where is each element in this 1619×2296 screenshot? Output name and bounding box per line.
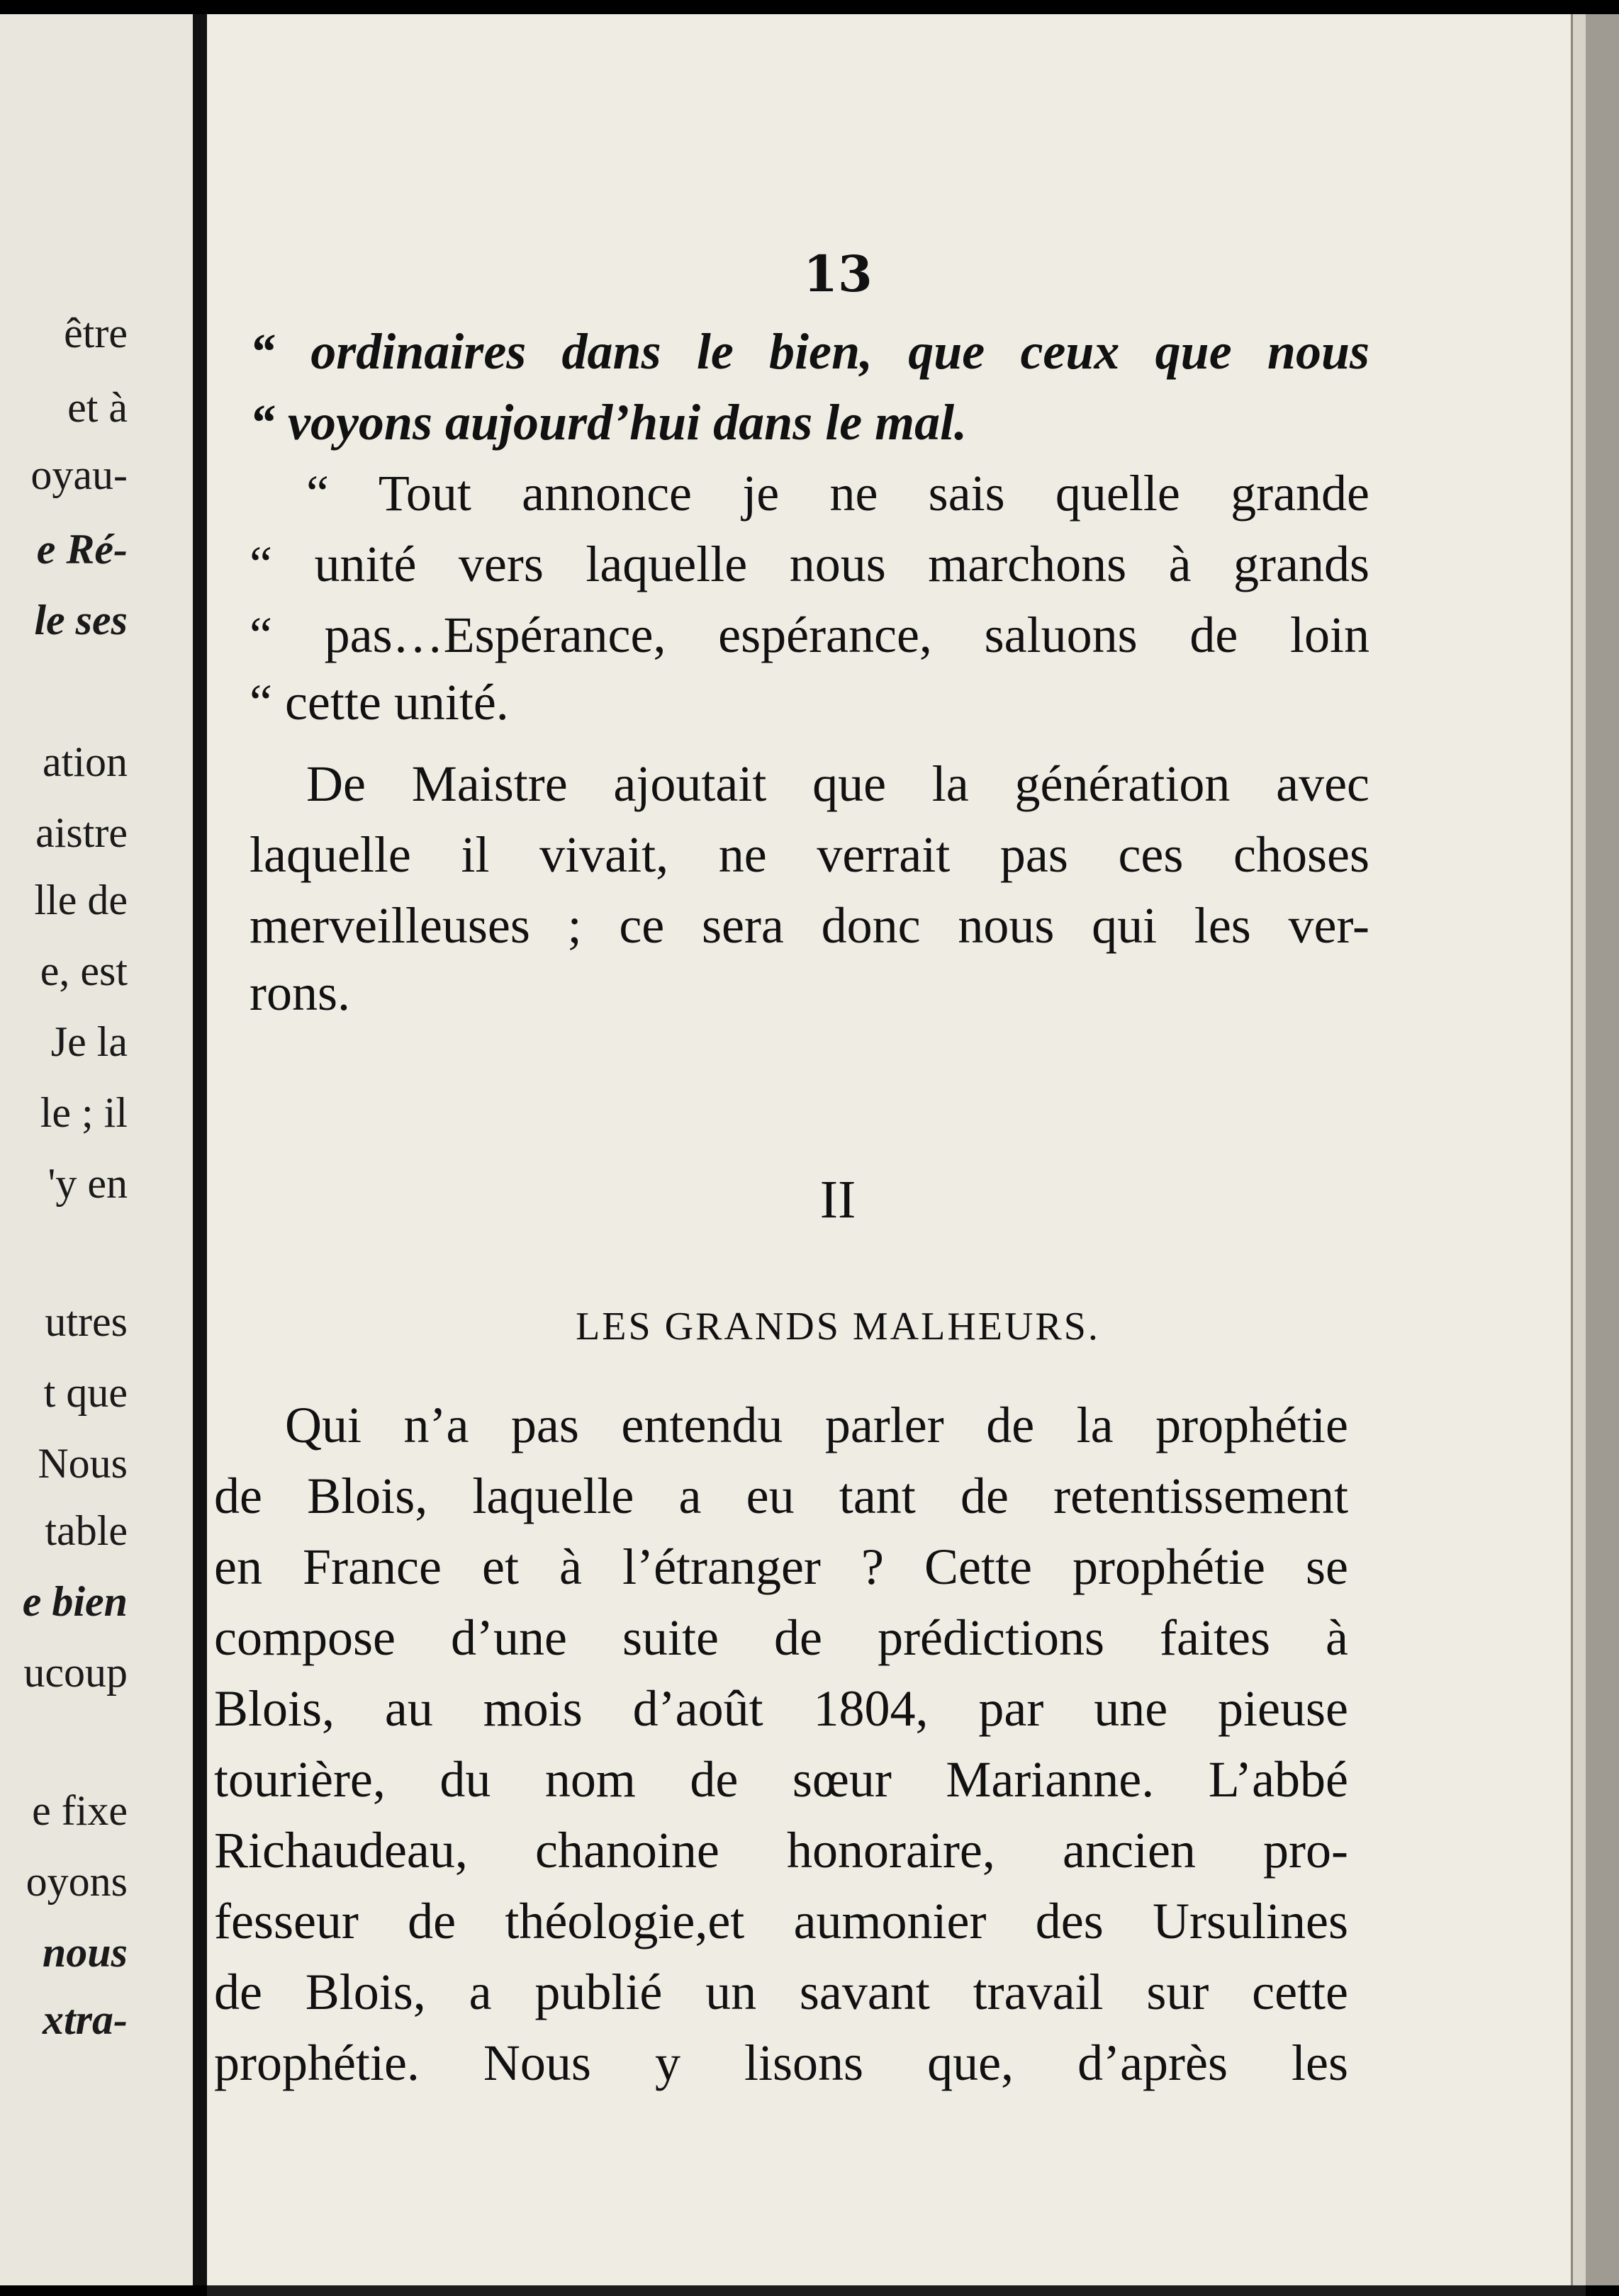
section-number: II: [819, 1170, 856, 1229]
facing-page-fragment: xtra-: [43, 1996, 128, 2043]
facing-page-fragment: aistre: [35, 809, 128, 856]
facing-page-fragment: ucoup: [23, 1649, 128, 1696]
text-line: Qui n’a pas entendu parler de la prophétie: [285, 1397, 1348, 1453]
text-line: “ voyons aujourd’hui dans le mal.: [250, 394, 968, 451]
facing-page-fragment: le ses: [34, 597, 128, 643]
facing-page-fragment: e Ré-: [36, 526, 128, 573]
facing-page-fragment: et à: [67, 384, 128, 431]
facing-page-fragment: utres: [45, 1298, 128, 1345]
facing-page-fragment: 'y en: [47, 1160, 128, 1207]
text-line: de Blois, laquelle a eu tant de retentissement: [214, 1468, 1348, 1524]
facing-page-fragment: Je la: [50, 1018, 128, 1065]
facing-page-left: [0, 14, 193, 2285]
facing-page-fragment: table: [45, 1507, 128, 1554]
text-line: en France et à l’étranger ? Cette prophétie se: [214, 1538, 1348, 1595]
text-line: “ Tout annonce je ne sais quelle grande: [306, 465, 1369, 522]
text-line: Richaudeau, chanoine honoraire, ancien pro-: [214, 1822, 1348, 1879]
text-line: fesseur de théologie,et aumonier des Ursulines: [214, 1893, 1348, 1949]
text-line: rons.: [250, 964, 350, 1021]
text-line: “ pas…Espérance, espérance, saluons de loin: [250, 607, 1369, 663]
facing-page-fragment: e bien: [22, 1578, 128, 1625]
text-line: prophétie. Nous y lisons que, d’après les: [214, 2035, 1348, 2091]
page-number: 13: [803, 244, 873, 303]
text-line: tourière, du nom de sœur Marianne. L’abbé: [214, 1751, 1348, 1808]
facing-page-fragment: Nous: [38, 1440, 128, 1487]
book-gutter: [193, 14, 207, 2285]
facing-page-fragment: e, est: [40, 947, 128, 994]
book-page: [207, 14, 1586, 2285]
text-line: “ cette unité.: [250, 674, 509, 731]
facing-page-fragment: ation: [43, 738, 128, 785]
text-line: compose d’une suite de prédictions faites à: [214, 1609, 1348, 1666]
text-line: merveilleuses ; ce sera donc nous qui les ver-: [250, 897, 1369, 954]
text-line: “ ordinaires dans le bien, que ceux que nous: [250, 323, 1369, 380]
text-line: “ unité vers laquelle nous marchons à grands: [250, 536, 1369, 592]
text-line: laquelle il vivait, ne verrait pas ces choses: [250, 826, 1369, 883]
facing-page-fragment: t que: [43, 1369, 128, 1416]
facing-page-fragment: le ; il: [40, 1089, 128, 1136]
text-line: de Blois, a publié un savant travail sur cette: [214, 1964, 1348, 2020]
section-title: LES GRANDS MALHEURS.: [576, 1305, 1100, 1349]
facing-page-fragment: e fixe: [32, 1787, 128, 1834]
text-line: De Maistre ajoutait que la génération avec: [306, 755, 1369, 812]
page-edge-right: [1586, 14, 1619, 2285]
facing-page-fragment: lle de: [34, 877, 128, 923]
text-line: Blois, au mois d’août 1804, par une pieuse: [214, 1680, 1348, 1737]
facing-page-fragment: oyau-: [30, 451, 128, 498]
facing-page-fragment: nous: [42, 1929, 128, 1976]
facing-page-fragment: être: [64, 310, 128, 356]
facing-page-fragment: oyons: [26, 1858, 128, 1905]
page-edge-bottom: [207, 2285, 1586, 2296]
